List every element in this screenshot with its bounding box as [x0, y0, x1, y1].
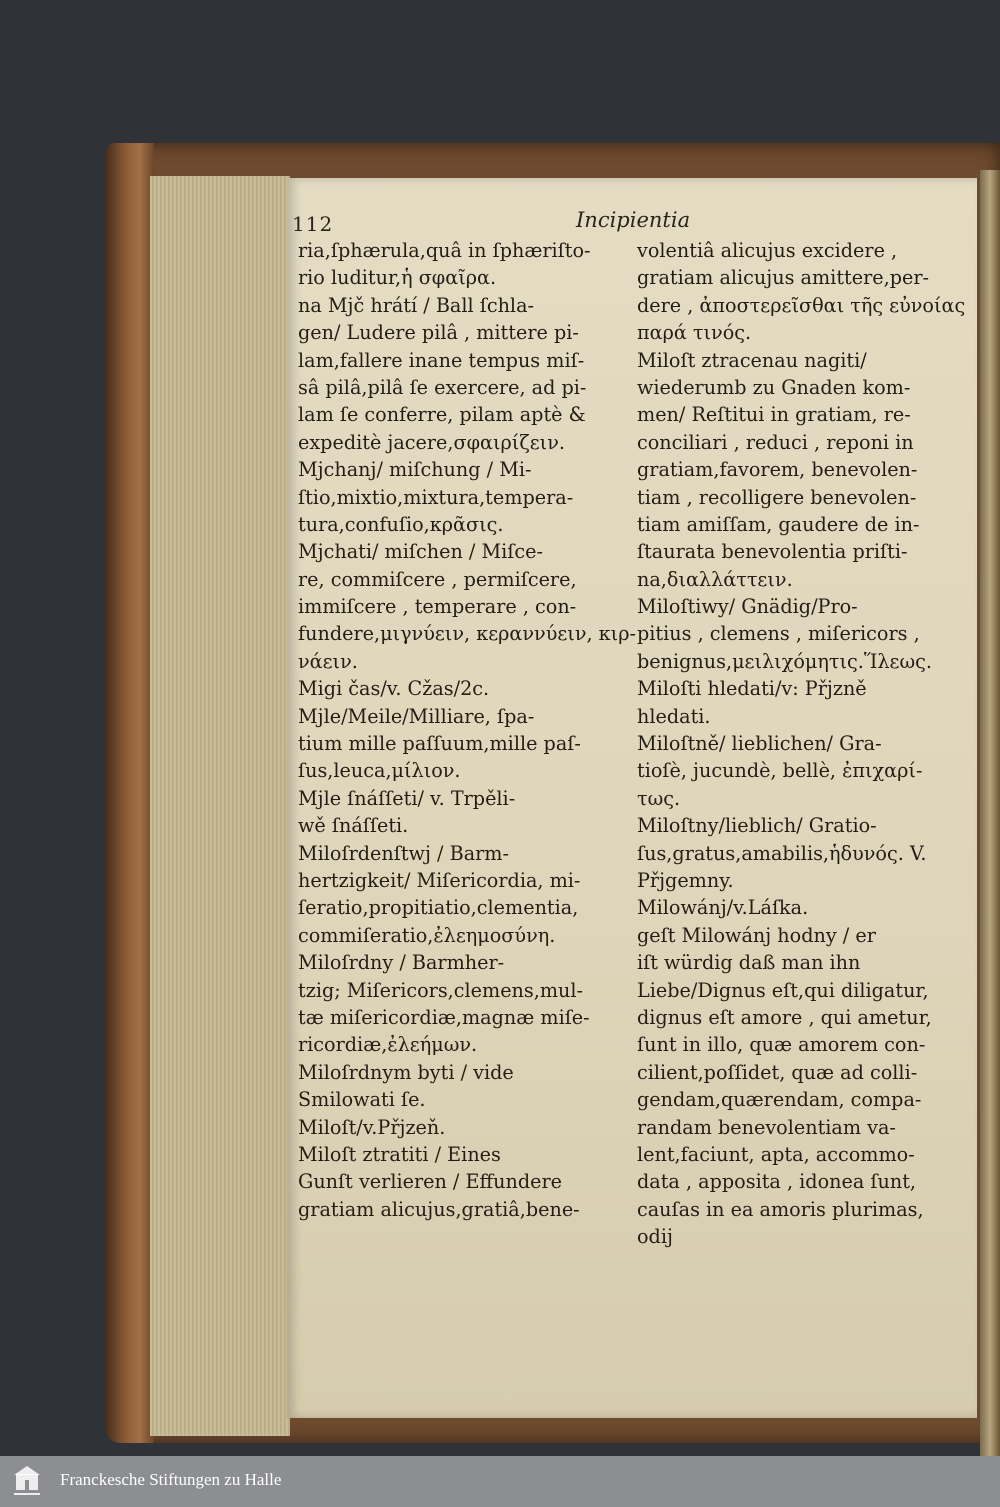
text-line: commiſeratio,ἐλεημοσύνη. [298, 923, 556, 947]
text-line: Mjle/Meile/Milliare, ſpa- [298, 704, 535, 728]
text-line: tæ miſericordiæ,magnæ miſe- [298, 1005, 590, 1029]
text-line: iſt würdig daß man ihn [637, 951, 861, 975]
text-line: Migi čas/v. Cžas/2c. [298, 677, 490, 701]
text-line: geſt Milowánj hodny / er [637, 923, 876, 947]
text-line: Miloſt ztratiti / Eines [298, 1142, 501, 1166]
text-line: tium mille paſſuum,mille paſ- [298, 732, 581, 756]
text-line: Miloſt ztracenau nagiti/ [637, 348, 867, 372]
text-line: benignus,μειλιχόμητις.Ἵλεως. [637, 649, 932, 673]
text-line: gratiam alicujus amittere,per- [637, 266, 930, 290]
text-line: volentiâ alicujus excidere , [637, 239, 898, 262]
text-line: Miloſti hledati/v: Přjzně [637, 677, 867, 701]
text-line: Miloſrdenſtwj / Barm- [298, 841, 509, 865]
text-line: Přjgemny. [637, 868, 734, 892]
text-line: ſus,leuca,μίλιον. [298, 759, 461, 783]
text-line: ſunt in illo, quæ amorem con- [637, 1033, 926, 1057]
text-line: Mjchati/ miſchen / Miſce- [298, 540, 543, 564]
text-line: ſeratio,propitiatio,clementia, [298, 896, 579, 920]
text-line: data , apposita , idonea ſunt, [637, 1170, 917, 1194]
running-head: Incipientia [576, 208, 691, 232]
text-line: sâ pilâ,pilâ ſe exercere, ad pi- [298, 375, 587, 399]
institution-logo-icon [12, 1464, 42, 1500]
page-stack-edges [150, 176, 290, 1436]
text-line: rio luditur,ἡ σφαῖρα. [298, 266, 497, 290]
text-line: cilient,poſſidet, quæ ad colli- [637, 1060, 918, 1084]
text-line: ricordiæ,ἐλεήμων. [298, 1033, 478, 1057]
book-cover-edge [106, 143, 154, 1443]
text-line: pitius , clemens , miſericors , [637, 622, 920, 646]
page-number: 112 [292, 212, 334, 236]
text-line: Miloſtně/ lieblichen/ Gra- [637, 732, 882, 756]
text-line: odij [637, 1225, 673, 1249]
facing-page-edge [980, 170, 1000, 1460]
text-line: νάειν. [298, 649, 358, 673]
text-line: tura,confuſio,κρᾶσις. [298, 512, 504, 536]
text-line: Milowánj/v.Láſka. [637, 896, 809, 920]
text-line: expeditè jacere,σφαιρίζειν. [298, 430, 565, 454]
text-line: dignus eſt amore , qui ametur, [637, 1005, 932, 1029]
text-line: fundere,μιγνύειν, κεραννύειν, κιρ- [298, 622, 636, 646]
text-line: Miloſrdny / Barmher- [298, 951, 505, 975]
text-line: παρά τινός. [637, 321, 752, 345]
text-line: ſtio,mixtio,mixtura,tempera- [298, 485, 574, 509]
text-line: wiederumb zu Gnaden kom- [637, 375, 911, 399]
text-line: lent,faciunt, apta, accommo- [637, 1142, 915, 1166]
text-line: tiam , recolligere benevolen- [637, 485, 917, 509]
text-line: lam ſe conferre, pilam aptè & [298, 403, 586, 427]
text-line: gratiam,favorem, benevolen- [637, 458, 918, 482]
text-line: cauſas in ea amoris plurimas, [637, 1197, 924, 1221]
text-line: na,διαλλάττειν. [637, 567, 793, 591]
text-line: re, commiſcere , permiſcere, [298, 567, 577, 591]
text-line: Miloſrdnym byti / vide [298, 1060, 514, 1084]
text-line: randam benevolentiam va- [637, 1115, 896, 1139]
text-line: Gunſt verlieren / Effundere [298, 1170, 563, 1194]
text-line: conciliari , reduci , reponi in [637, 430, 914, 454]
text-line: wě ſnáſſeti. [298, 814, 409, 838]
text-line: ſus,gratus,amabilis,ἡδυνός. V. [637, 841, 927, 865]
text-line: Mjchanj/ miſchung / Mi- [298, 458, 532, 482]
text-line: Miloſtiwy/ Gnädig/Pro- [637, 595, 858, 619]
left-text-column [298, 237, 638, 1223]
text-line: lam,fallere inane tempus miſ- [298, 348, 585, 372]
right-text-column [637, 237, 977, 1250]
text-line: ſtaurata benevolentia priſti- [637, 540, 908, 564]
text-line: Miloſtny/lieblich/ Gratio- [637, 814, 877, 838]
text-line: hertzigkeit/ Miſericordia, mi- [298, 868, 581, 892]
text-line: tiam amiſſam, gaudere de in- [637, 512, 920, 536]
footer-bar [0, 1456, 1000, 1507]
text-line: τως. [637, 786, 681, 810]
text-line: na Mjč hrátí / Ball ſchla- [298, 293, 534, 317]
text-line: Smilowati ſe. [298, 1088, 426, 1112]
text-line: tzig; Miſericors,clemens,mul- [298, 978, 584, 1002]
text-line: immiſcere , temperare , con- [298, 595, 577, 619]
text-line: dere , ἀποστερεῖσθαι τῆς εὐνοίας [637, 293, 966, 317]
text-line: Mjle ſnáſſeti/ v. Trpěli- [298, 786, 516, 810]
text-line: tioſè, jucundè, bellè, ἐπιχαρί- [637, 759, 923, 783]
text-line: gen/ Ludere pilâ , mittere pi- [298, 321, 579, 345]
text-line: Miloſt/v.Přjzeň. [298, 1115, 446, 1139]
text-line: hledati. [637, 704, 711, 728]
text-line: Liebe/Dignus eſt,qui diligatur, [637, 978, 929, 1002]
institution-name: Franckesche Stiftungen zu Halle [60, 1470, 282, 1489]
text-line: ria,ſphærula,quâ in ſphæriſto- [298, 239, 591, 262]
text-line: gratiam alicujus,gratiâ,bene- [298, 1197, 580, 1221]
text-line: gendam,quærendam, compa- [637, 1088, 922, 1112]
text-line: men/ Reſtitui in gratiam, re- [637, 403, 911, 427]
